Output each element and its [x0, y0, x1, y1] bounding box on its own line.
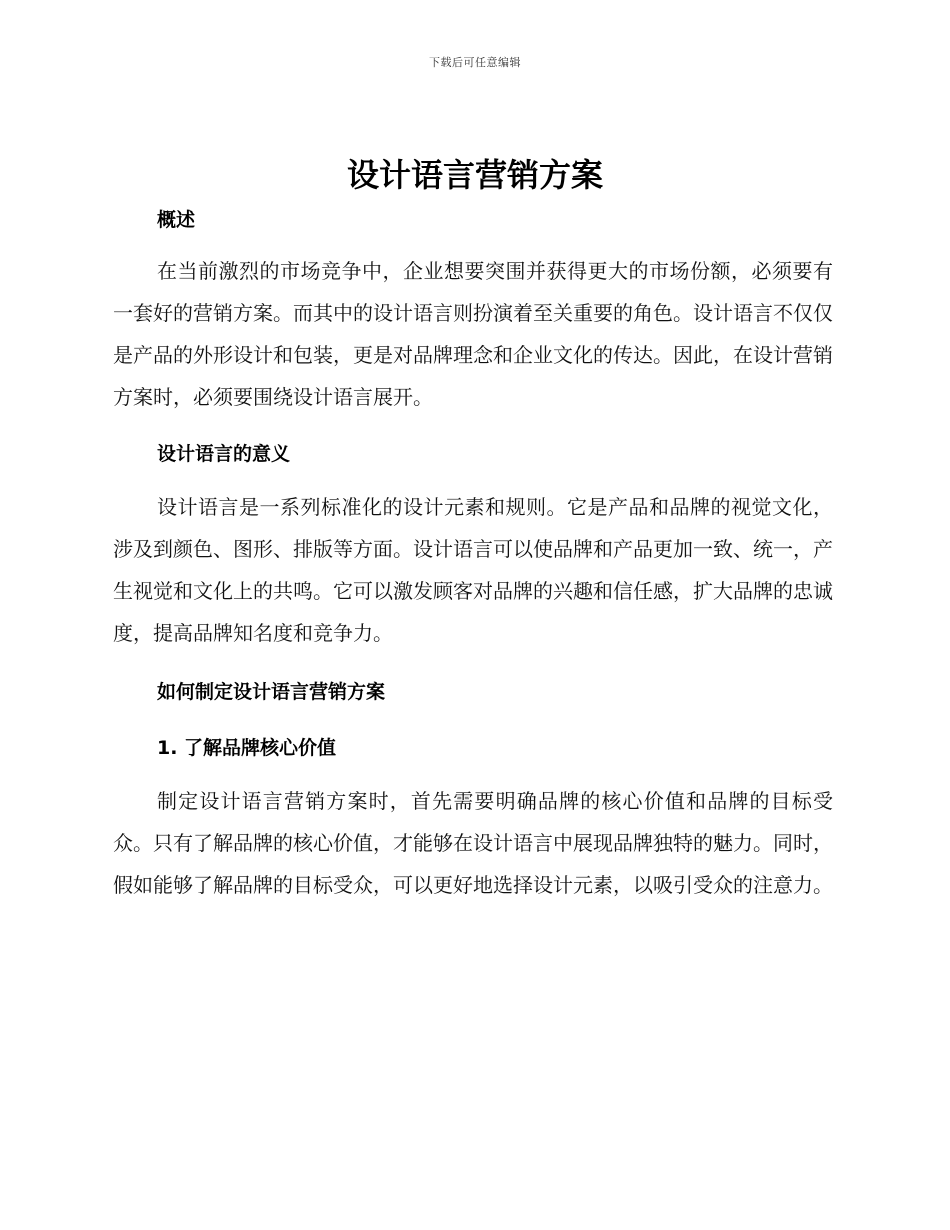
- section-heading-how-to: 如何制定设计语言营销方案: [157, 681, 386, 703]
- document-title: 设计语言营销方案: [346, 156, 603, 194]
- header-note: 下载后可任意编辑: [429, 56, 521, 69]
- paragraph-overview: 在当前激烈的市场竞争中，企业想要突围并获得更大的市场份额，必须要有一套好的营销方案。而其中的设计语言则扮演着至关重要的角色。设计语言不仅仅是产品的外形设计和包装，更是对品牌理念和企业文化的传达。因此，在设计营销方案时，必须要围绕设计语言展开。: [113, 259, 833, 409]
- document-body: [113, 200, 833, 906]
- paragraph-meaning: 设计语言是一系列标准化的设计元素和规则。它是产品和品牌的视觉文化，涉及到颜色、图形、排版等方面。设计语言可以使品牌和产品更加一致、统一，产生视觉和文化上的共鸣。它可以激发顾客对品牌的兴趣和信任感，扩大品牌的忠诚度，提高品牌知名度和竞争力。: [113, 495, 833, 645]
- section-heading-meaning: 设计语言的意义: [157, 443, 291, 465]
- paragraph-core-value: 制定设计语言营销方案时，首先需要明确品牌的核心价值和品牌的目标受众。只有了解品牌的核心价值，才能够在设计语言中展现品牌独特的魅力。同时，假如能够了解品牌的目标受众，可以更好地选择设计元素，以吸引受众的注意力。: [113, 789, 833, 897]
- section-heading-overview: 概述: [157, 209, 196, 231]
- subsection-heading-core-value: 1. 了解品牌核心价值: [157, 737, 337, 759]
